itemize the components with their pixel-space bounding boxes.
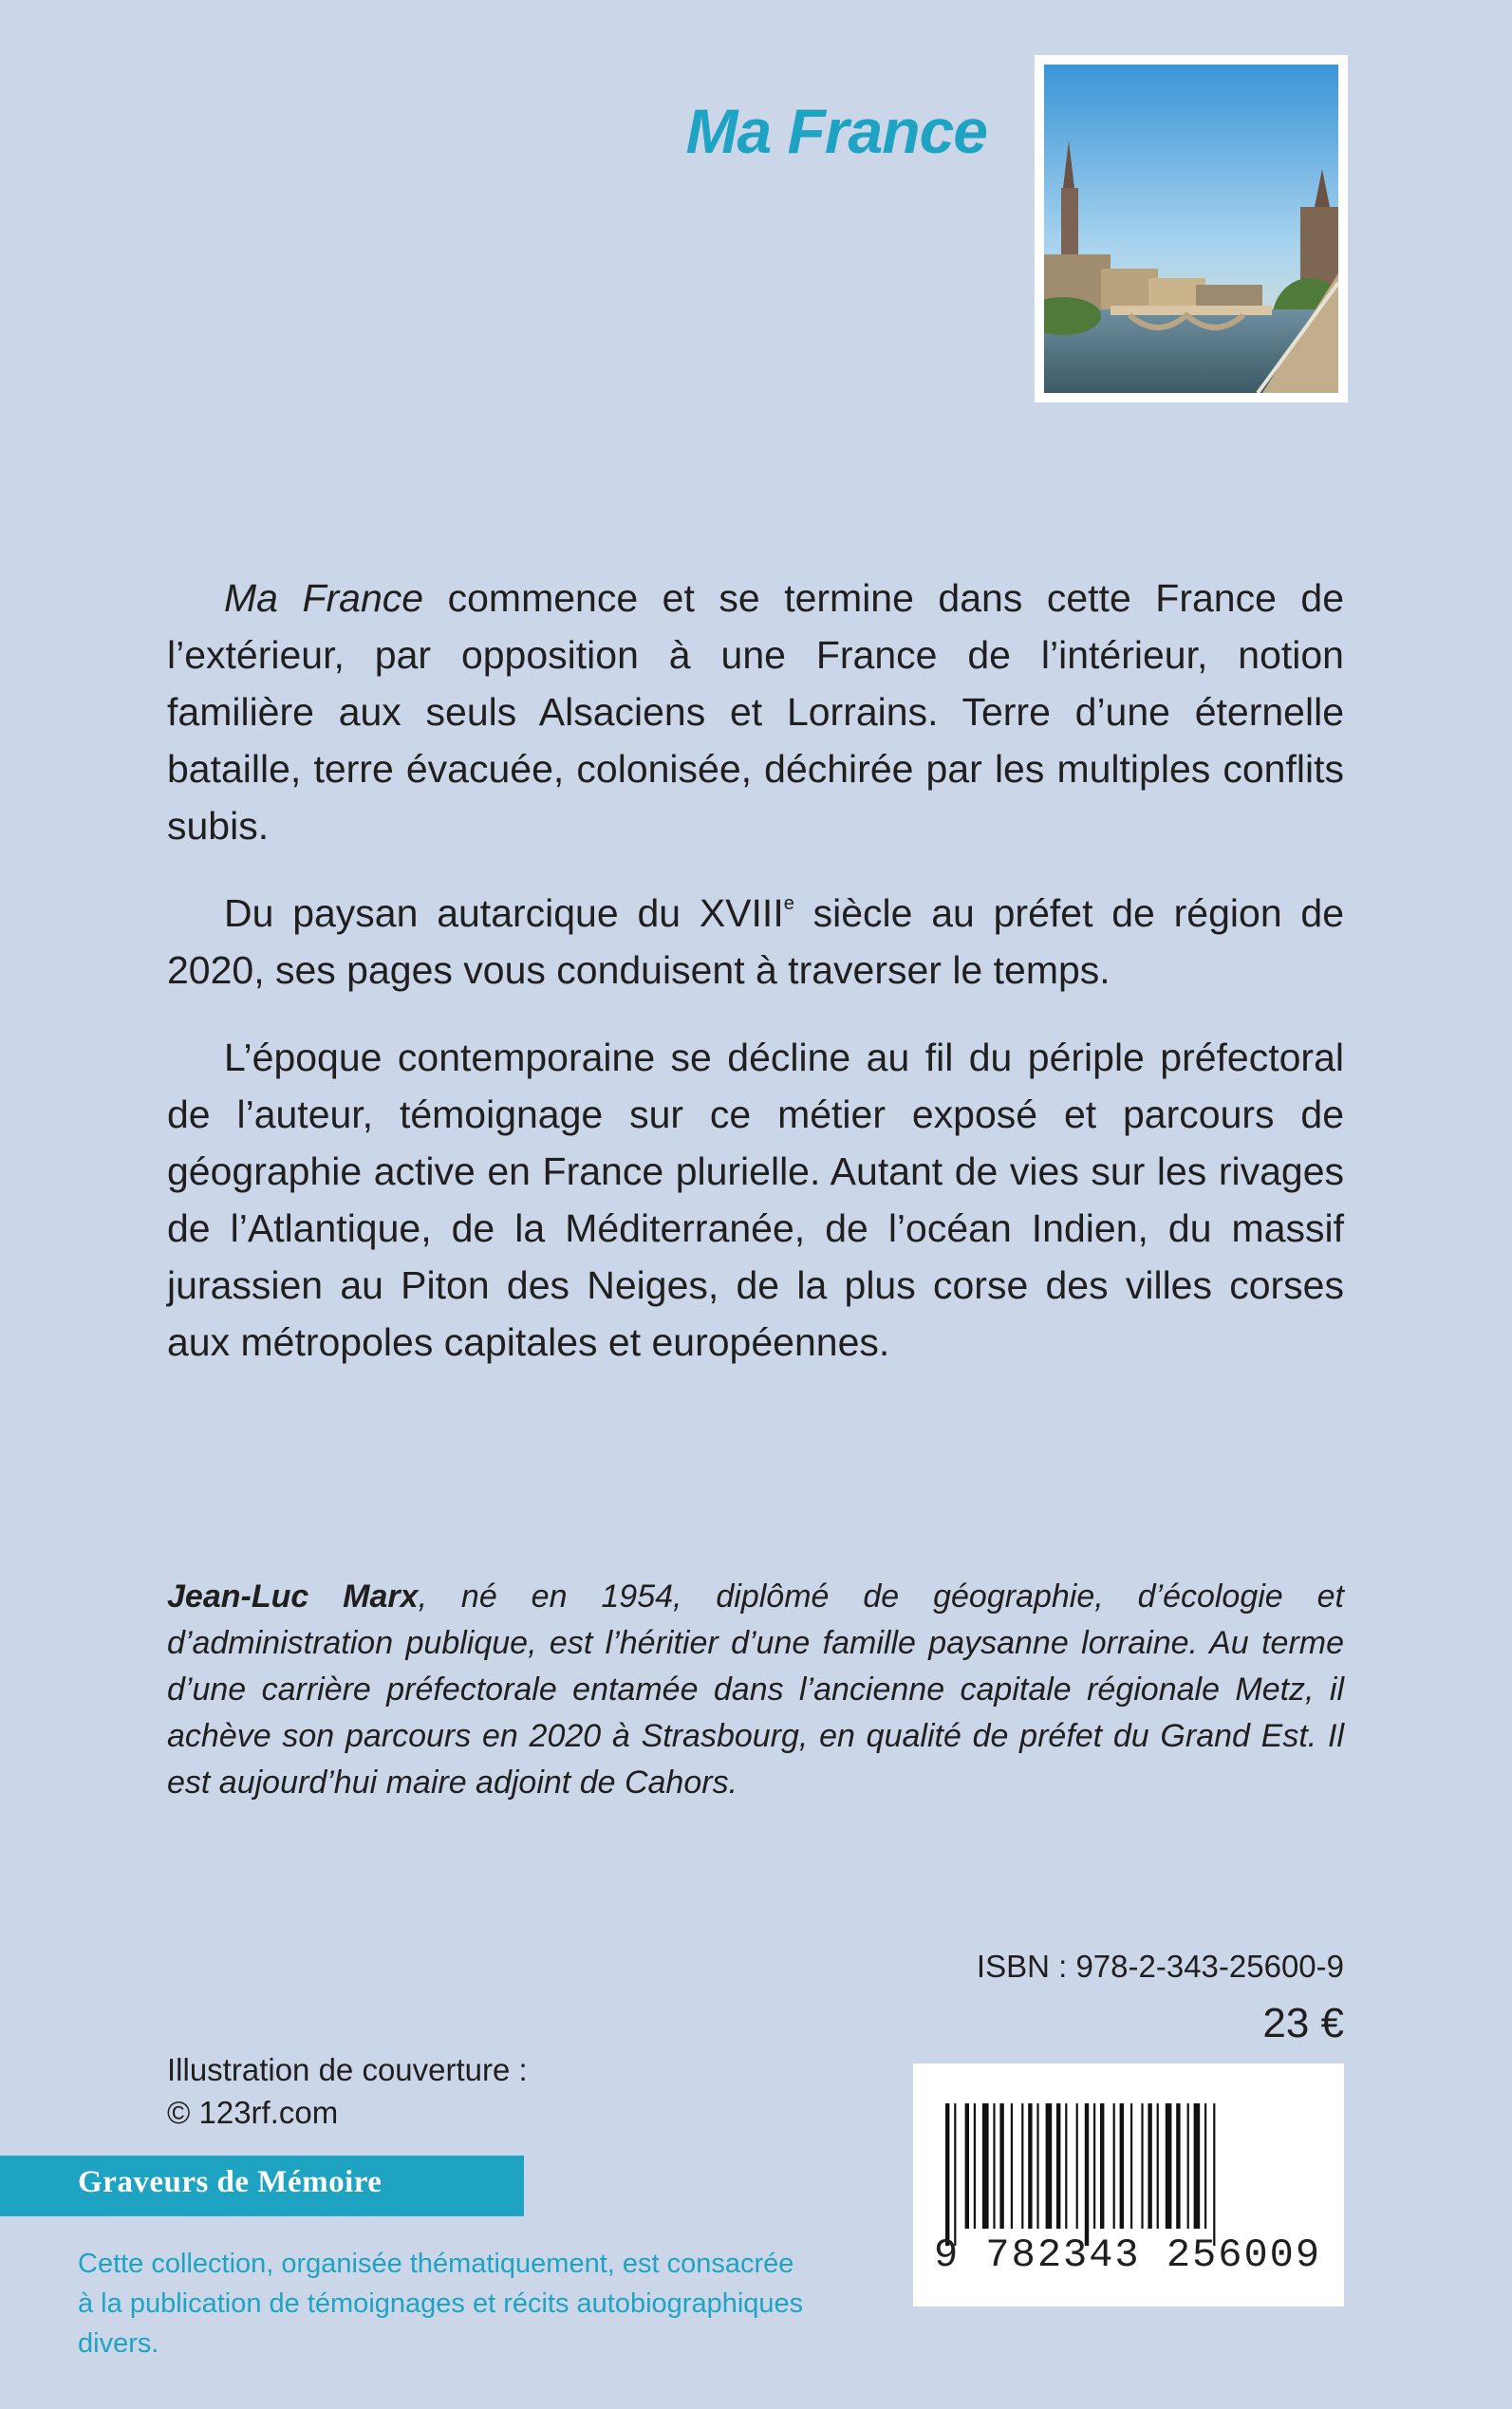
century-superscript: e <box>783 893 794 914</box>
blurb-paragraph-2-text: siècle au préfet de région de 2020, ses pages vous conduisent à traverser le temps. <box>167 891 1345 992</box>
blurb-paragraph-1 <box>167 570 1344 854</box>
author-bio <box>167 1574 1344 1806</box>
series-band <box>0 2156 524 2216</box>
blurb-paragraph-2-start: Du paysan autarcique du XVIII <box>224 891 784 935</box>
blurb-paragraph-2 <box>167 885 1344 999</box>
blurb-title-ref: Ma France <box>224 576 424 620</box>
blurb-paragraph-1-text: commence et se termine dans cette France de l’extérieur, par opposition à une France de l’intérieur, notion familière aux seuls Alsaciens et Lorrains. Terre d’une éternelle bataille, terre évacuée, colonisée, déchirée par les multiples conflits subis. <box>167 576 1345 848</box>
series-description <box>78 2244 856 2363</box>
credit-label: Illustration de couverture : <box>167 2052 528 2087</box>
back-cover-blurb <box>167 570 1344 1371</box>
city-river-illustration <box>1044 65 1338 393</box>
isbn: ISBN : 978-2-343-25600-9 <box>976 1949 1344 1984</box>
series-description-line-2: à la publication de témoignages et récits autobiographiques divers. <box>78 2288 804 2359</box>
barcode <box>913 2064 1344 2306</box>
blurb-paragraph-3: L’époque contemporaine se décline au fil du périple préfectoral de l’auteur, témoignage sur ce métier exposé et parcours de géographie active en France plurielle. Autant de vies sur les rivages de l’Atlantique, de la Méditerranée, de l’océan Indien, du massif jurassien au Piton des Neiges, de la plus corse des villes corses aux métropoles capitales et européennes. <box>167 1036 1344 1364</box>
book-title: Ma France <box>685 96 987 166</box>
illustration-credit <box>167 2048 528 2134</box>
barcode-digits: 9 782343 256009 <box>934 2232 1322 2278</box>
author-name: Jean-Luc Marx <box>167 1578 419 1615</box>
series-description-line-1: Cette collection, organisée thématiquement, est consacrée <box>78 2249 794 2279</box>
series-name: Graveurs de Mémoire <box>78 2165 383 2199</box>
author-bio-text: , né en 1954, diplômé de géographie, d’écologie et d’administration publique, est l’héritier d’une famille paysanne lorraine. Au terme d’une carrière préfectorale entamée dans l’ancienne capitale régionale Metz, il achève son parcours en 2020 à Strasbourg, en qualité de préfet du Grand Est. Il est aujourd’hui maire adjoint de Cahors. <box>167 1578 1344 1801</box>
cover-photo <box>1035 55 1348 402</box>
barcode-bars <box>934 2103 1323 2246</box>
credit-source: © 123rf.com <box>167 2095 339 2130</box>
price: 23 € <box>1262 2000 1344 2046</box>
